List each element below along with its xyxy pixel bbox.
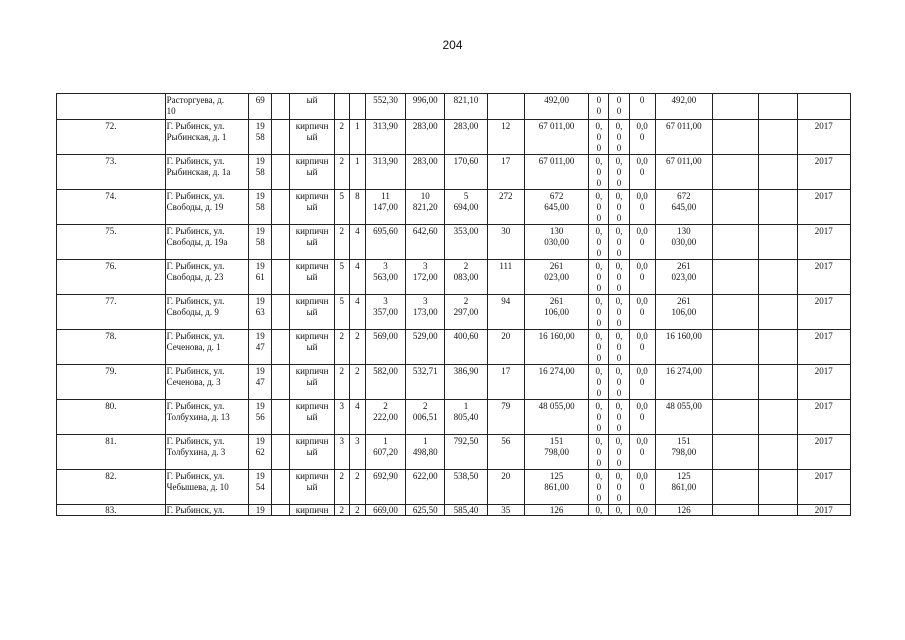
cell-entrances: 2 [349,365,365,400]
cell-cost-share-a: 0, 0 0 [589,190,609,225]
cell-build-year: 19 63 [249,295,272,330]
cell-municipal-funds [713,295,759,330]
cell-row-number: 74. [57,190,166,225]
table-row [57,470,851,505]
cell-cost-share-c: 0,0 0 [629,330,655,365]
cell-cost-share-a: 0, [589,505,609,516]
cell-regional-funds: 130 030,00 [655,225,712,260]
cell-build-year: 19 54 [249,470,272,505]
cell-row-number: 73. [57,155,166,190]
cell-repair-cost: 16 274,00 [524,365,588,400]
cell-wall-material: кирпичн [290,505,334,516]
cell-residents: 17 [487,155,524,190]
cell-blank-col [272,505,290,516]
table-row [57,295,851,330]
cell-regional-funds: 16 160,00 [655,330,712,365]
table-row [57,225,851,260]
cell-address: Г. Рыбинск, ул. Сеченова, д. 3 [165,365,249,400]
cell-address: Г. Рыбинск, ул. Свободы, д. 19а [165,225,249,260]
cell-build-year: 19 [249,505,272,516]
cell-blank-col [272,470,290,505]
cell-planned-year: 2017 [797,190,850,225]
table-row [57,435,851,470]
cell-residential-area: 1 805,40 [445,400,487,435]
cell-other-funds [759,505,797,516]
table-row [57,190,851,225]
cell-floors: 3 [334,435,349,470]
cell-address: Расторгуева, д. 10 [165,94,249,120]
cell-blank-col [272,435,290,470]
cell-entrances: 1 [349,120,365,155]
cell-wall-material: ый [290,94,334,120]
cell-planned-year: 2017 [797,120,850,155]
cell-living-area: 622,00 [406,470,445,505]
cell-cost-share-a: 0, 0 0 [589,470,609,505]
cell-living-area: 3 172,00 [406,260,445,295]
cell-total-area: 692,90 [365,470,405,505]
table-row [57,155,851,190]
cell-residents: 12 [487,120,524,155]
cell-wall-material: кирпичн ый [290,365,334,400]
cell-planned-year: 2017 [797,330,850,365]
cell-regional-funds: 492,00 [655,94,712,120]
cell-cost-share-b: 0, 0 0 [609,155,629,190]
cell-cost-share-c: 0,0 0 [629,365,655,400]
cell-cost-share-c: 0 [629,94,655,120]
cell-other-funds [759,94,797,120]
cell-residents: 56 [487,435,524,470]
cell-other-funds [759,120,797,155]
cell-floors: 5 [334,260,349,295]
cell-repair-cost: 492,00 [524,94,588,120]
cell-cost-share-b: 0, 0 0 [609,400,629,435]
cell-regional-funds: 67 011,00 [655,120,712,155]
cell-residential-area: 386,90 [445,365,487,400]
cell-living-area: 642,60 [406,225,445,260]
cell-cost-share-c: 0,0 0 [629,295,655,330]
cell-repair-cost: 67 011,00 [524,155,588,190]
cell-address: Г. Рыбинск, ул. Свободы, д. 9 [165,295,249,330]
cell-blank-col [272,94,290,120]
cell-planned-year [797,94,850,120]
cell-residential-area: 821,10 [445,94,487,120]
cell-address: Г. Рыбинск, ул. Рыбинская, д. 1а [165,155,249,190]
cell-wall-material: кирпичн ый [290,120,334,155]
cell-residents: 272 [487,190,524,225]
cell-blank-col [272,330,290,365]
cell-entrances: 4 [349,295,365,330]
cell-planned-year: 2017 [797,225,850,260]
cell-residential-area: 283,00 [445,120,487,155]
cell-residential-area: 5 694,00 [445,190,487,225]
cell-municipal-funds [713,94,759,120]
cell-cost-share-b: 0, 0 0 [609,260,629,295]
cell-entrances: 4 [349,260,365,295]
cell-regional-funds: 261 106,00 [655,295,712,330]
cell-residential-area: 2 297,00 [445,295,487,330]
cell-wall-material: кирпичн ый [290,400,334,435]
cell-repair-cost: 126 [524,505,588,516]
cell-planned-year: 2017 [797,260,850,295]
cell-wall-material: кирпичн ый [290,225,334,260]
housing-registry-table [56,93,851,516]
cell-row-number: 79. [57,365,166,400]
cell-floors: 2 [334,505,349,516]
cell-row-number: 78. [57,330,166,365]
cell-residents: 17 [487,365,524,400]
cell-cost-share-b: 0, 0 0 [609,190,629,225]
cell-living-area: 10 821,20 [406,190,445,225]
cell-regional-funds: 48 055,00 [655,400,712,435]
cell-floors: 2 [334,470,349,505]
cell-regional-funds: 67 011,00 [655,155,712,190]
cell-municipal-funds [713,225,759,260]
cell-wall-material: кирпичн ый [290,295,334,330]
cell-repair-cost: 261 106,00 [524,295,588,330]
cell-residential-area: 400,60 [445,330,487,365]
cell-total-area: 11 147,00 [365,190,405,225]
cell-regional-funds: 261 023,00 [655,260,712,295]
cell-total-area: 3 357,00 [365,295,405,330]
cell-municipal-funds [713,260,759,295]
cell-build-year: 69 [249,94,272,120]
cell-row-number: 72. [57,120,166,155]
cell-other-funds [759,330,797,365]
cell-municipal-funds [713,470,759,505]
cell-cost-share-a: 0, 0 0 [589,225,609,260]
cell-cost-share-c: 0,0 0 [629,155,655,190]
cell-planned-year: 2017 [797,365,850,400]
cell-entrances: 8 [349,190,365,225]
cell-regional-funds: 125 861,00 [655,470,712,505]
cell-build-year: 19 47 [249,330,272,365]
cell-build-year: 19 58 [249,120,272,155]
cell-build-year: 19 47 [249,365,272,400]
cell-regional-funds: 672 645,00 [655,190,712,225]
cell-entrances: 2 [349,505,365,516]
cell-living-area: 529,00 [406,330,445,365]
table-row [57,330,851,365]
table-row [57,260,851,295]
cell-floors: 2 [334,225,349,260]
cell-total-area: 313,90 [365,155,405,190]
cell-planned-year: 2017 [797,155,850,190]
cell-cost-share-a: 0, 0 0 [589,120,609,155]
cell-living-area: 2 006,51 [406,400,445,435]
cell-residents: 35 [487,505,524,516]
cell-other-funds [759,190,797,225]
cell-build-year: 19 61 [249,260,272,295]
cell-build-year: 19 56 [249,400,272,435]
cell-repair-cost: 125 861,00 [524,470,588,505]
cell-blank-col [272,190,290,225]
cell-address: Г. Рыбинск, ул. Толбухина, д. 13 [165,400,249,435]
cell-living-area: 532,71 [406,365,445,400]
cell-cost-share-c: 0,0 0 [629,400,655,435]
cell-cost-share-b: 0, [609,505,629,516]
cell-cost-share-c: 0,0 0 [629,225,655,260]
cell-wall-material: кирпичн ый [290,260,334,295]
cell-entrances: 3 [349,435,365,470]
cell-living-area: 3 173,00 [406,295,445,330]
table-row [57,365,851,400]
cell-cost-share-b: 0, 0 0 [609,295,629,330]
cell-cost-share-a: 0, 0 0 [589,365,609,400]
cell-planned-year: 2017 [797,295,850,330]
cell-other-funds [759,155,797,190]
cell-wall-material: кирпичн ый [290,190,334,225]
cell-other-funds [759,365,797,400]
cell-repair-cost: 261 023,00 [524,260,588,295]
cell-municipal-funds [713,190,759,225]
cell-repair-cost: 16 160,00 [524,330,588,365]
cell-other-funds [759,470,797,505]
cell-other-funds [759,435,797,470]
cell-residents: 30 [487,225,524,260]
cell-other-funds [759,295,797,330]
cell-floors [334,94,349,120]
cell-blank-col [272,260,290,295]
cell-municipal-funds [713,365,759,400]
cell-entrances: 2 [349,330,365,365]
cell-cost-share-c: 0,0 0 [629,260,655,295]
cell-cost-share-c: 0,0 [629,505,655,516]
cell-total-area: 582,00 [365,365,405,400]
cell-floors: 2 [334,330,349,365]
cell-residential-area: 538,50 [445,470,487,505]
cell-row-number: 80. [57,400,166,435]
cell-blank-col [272,120,290,155]
cell-municipal-funds [713,435,759,470]
cell-cost-share-b: 0, 0 0 [609,120,629,155]
cell-regional-funds: 151 798,00 [655,435,712,470]
cell-build-year: 19 62 [249,435,272,470]
cell-planned-year: 2017 [797,400,850,435]
cell-address: Г. Рыбинск, ул. Чебышева, д. 10 [165,470,249,505]
cell-repair-cost: 48 055,00 [524,400,588,435]
cell-total-area: 669,00 [365,505,405,516]
cell-row-number: 83. [57,505,166,516]
cell-row-number: 75. [57,225,166,260]
cell-residential-area: 170,60 [445,155,487,190]
cell-cost-share-a: 0, 0 0 [589,400,609,435]
table-row [57,505,851,516]
cell-repair-cost: 67 011,00 [524,120,588,155]
cell-cost-share-b: 0, 0 0 [609,435,629,470]
cell-cost-share-a: 0, 0 0 [589,435,609,470]
page-number: 204 [442,38,463,52]
cell-blank-col [272,400,290,435]
cell-cost-share-a: 0 0 [589,94,609,120]
cell-floors: 5 [334,295,349,330]
cell-address: Г. Рыбинск, ул. Толбухина, д. 3 [165,435,249,470]
cell-wall-material: кирпичн ый [290,330,334,365]
cell-total-area: 695,60 [365,225,405,260]
cell-total-area: 313,90 [365,120,405,155]
cell-build-year: 19 58 [249,190,272,225]
cell-regional-funds: 16 274,00 [655,365,712,400]
cell-floors: 2 [334,120,349,155]
cell-residents: 79 [487,400,524,435]
cell-cost-share-c: 0,0 0 [629,120,655,155]
cell-repair-cost: 130 030,00 [524,225,588,260]
cell-row-number: 76. [57,260,166,295]
cell-entrances: 2 [349,470,365,505]
cell-entrances: 4 [349,400,365,435]
cell-other-funds [759,225,797,260]
cell-living-area: 283,00 [406,120,445,155]
cell-planned-year: 2017 [797,470,850,505]
cell-floors: 3 [334,400,349,435]
cell-cost-share-a: 0, 0 0 [589,295,609,330]
cell-municipal-funds [713,120,759,155]
cell-entrances: 1 [349,155,365,190]
cell-residential-area: 585,40 [445,505,487,516]
cell-other-funds [759,260,797,295]
cell-municipal-funds [713,155,759,190]
cell-repair-cost: 672 645,00 [524,190,588,225]
cell-residential-area: 353,00 [445,225,487,260]
cell-planned-year: 2017 [797,435,850,470]
cell-cost-share-a: 0, 0 0 [589,155,609,190]
cell-other-funds [759,400,797,435]
cell-living-area: 996,00 [406,94,445,120]
cell-residents [487,94,524,120]
cell-blank-col [272,225,290,260]
cell-blank-col [272,365,290,400]
cell-row-number: 82. [57,470,166,505]
cell-floors: 5 [334,190,349,225]
cell-residents: 20 [487,330,524,365]
cell-cost-share-b: 0, 0 0 [609,330,629,365]
cell-row-number [57,94,166,120]
cell-address: Г. Рыбинск, ул. Сеченова, д. 1 [165,330,249,365]
cell-residents: 20 [487,470,524,505]
cell-cost-share-c: 0,0 0 [629,470,655,505]
cell-address: Г. Рыбинск, ул. Свободы, д. 23 [165,260,249,295]
cell-address: Г. Рыбинск, ул. [165,505,249,516]
cell-total-area: 569,00 [365,330,405,365]
cell-wall-material: кирпичн ый [290,155,334,190]
cell-planned-year: 2017 [797,505,850,516]
cell-cost-share-a: 0, 0 0 [589,330,609,365]
cell-wall-material: кирпичн ый [290,470,334,505]
cell-cost-share-b: 0 0 [609,94,629,120]
table-row [57,94,851,120]
cell-total-area: 2 222,00 [365,400,405,435]
cell-residents: 111 [487,260,524,295]
cell-living-area: 283,00 [406,155,445,190]
cell-total-area: 3 563,00 [365,260,405,295]
cell-row-number: 81. [57,435,166,470]
cell-build-year: 19 58 [249,155,272,190]
cell-residential-area: 2 083,00 [445,260,487,295]
cell-total-area: 1 607,20 [365,435,405,470]
cell-cost-share-b: 0, 0 0 [609,470,629,505]
cell-floors: 2 [334,365,349,400]
cell-living-area: 625,50 [406,505,445,516]
cell-residents: 94 [487,295,524,330]
cell-municipal-funds [713,330,759,365]
cell-address: Г. Рыбинск, ул. Свободы, д. 19 [165,190,249,225]
cell-entrances [349,94,365,120]
cell-floors: 2 [334,155,349,190]
cell-blank-col [272,295,290,330]
table-row [57,400,851,435]
cell-cost-share-c: 0,0 0 [629,190,655,225]
cell-cost-share-b: 0, 0 0 [609,225,629,260]
table-row [57,120,851,155]
cell-total-area: 552,30 [365,94,405,120]
cell-address: Г. Рыбинск, ул. Рыбинская, д. 1 [165,120,249,155]
cell-municipal-funds [713,505,759,516]
cell-repair-cost: 151 798,00 [524,435,588,470]
cell-build-year: 19 58 [249,225,272,260]
cell-wall-material: кирпичн ый [290,435,334,470]
cell-cost-share-b: 0, 0 0 [609,365,629,400]
cell-regional-funds: 126 [655,505,712,516]
cell-entrances: 4 [349,225,365,260]
cell-row-number: 77. [57,295,166,330]
cell-cost-share-c: 0,0 0 [629,435,655,470]
cell-cost-share-a: 0, 0 0 [589,260,609,295]
cell-residential-area: 792,50 [445,435,487,470]
cell-living-area: 1 498,80 [406,435,445,470]
cell-municipal-funds [713,400,759,435]
cell-blank-col [272,155,290,190]
